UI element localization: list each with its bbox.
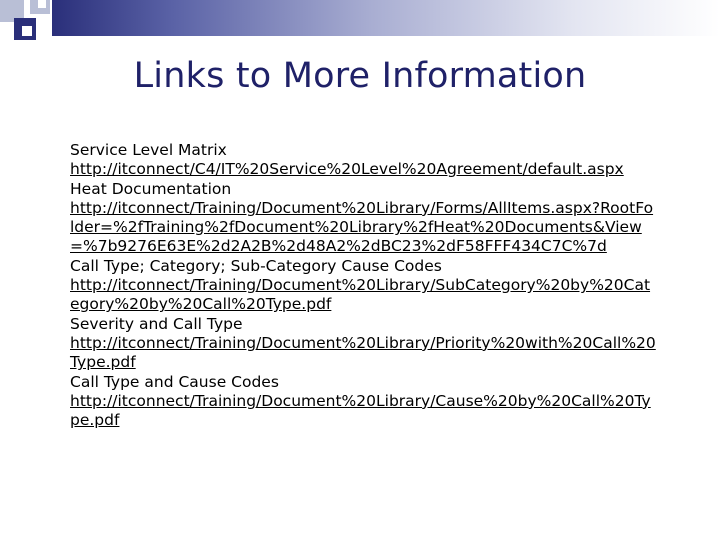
list-item-label: Call Type and Cause Codes: [70, 372, 279, 391]
header-gradient-bar: [52, 0, 720, 36]
list-item-link[interactable]: http://itconnect/C4/IT%20Service%20Level%20Agreement/default.aspx: [70, 160, 624, 179]
list-item-label: Service Level Matrix: [70, 141, 227, 159]
list-item-label: Heat Documentation: [70, 179, 232, 198]
slide-title: Links to More Information: [133, 56, 587, 96]
list-item-link[interactable]: http://itconnect/Training/Document%20Library/Priority%20with%20Call%20Type.pdf: [70, 333, 656, 372]
list-item-label: Severity and Call Type: [70, 314, 243, 333]
list-item-link[interactable]: http://itconnect/Training/Document%20Library/Forms/AllItems.aspx?RootFolder=%2fTraining%2fDocument%20Library%2fHeat%20Documents&View=%7b9276E63E%2d2A2B%2d48A2%2dBC23%2dF58FFF434C7C%7d: [70, 198, 654, 256]
list-item-link[interactable]: http://itconnect/Training/Document%20Library/Cause%20by%20Call%20Type.pdf: [70, 391, 651, 430]
links-list: [70, 141, 656, 430]
decor-square: [22, 26, 32, 36]
list-item-label: Call Type; Category; Sub-Category Cause Codes: [70, 256, 442, 275]
list-item-link[interactable]: http://itconnect/Training/Document%20Library/SubCategory%20by%20Category%20by%20Call%20Type.pdf: [70, 276, 651, 314]
decor-square: [38, 0, 46, 8]
